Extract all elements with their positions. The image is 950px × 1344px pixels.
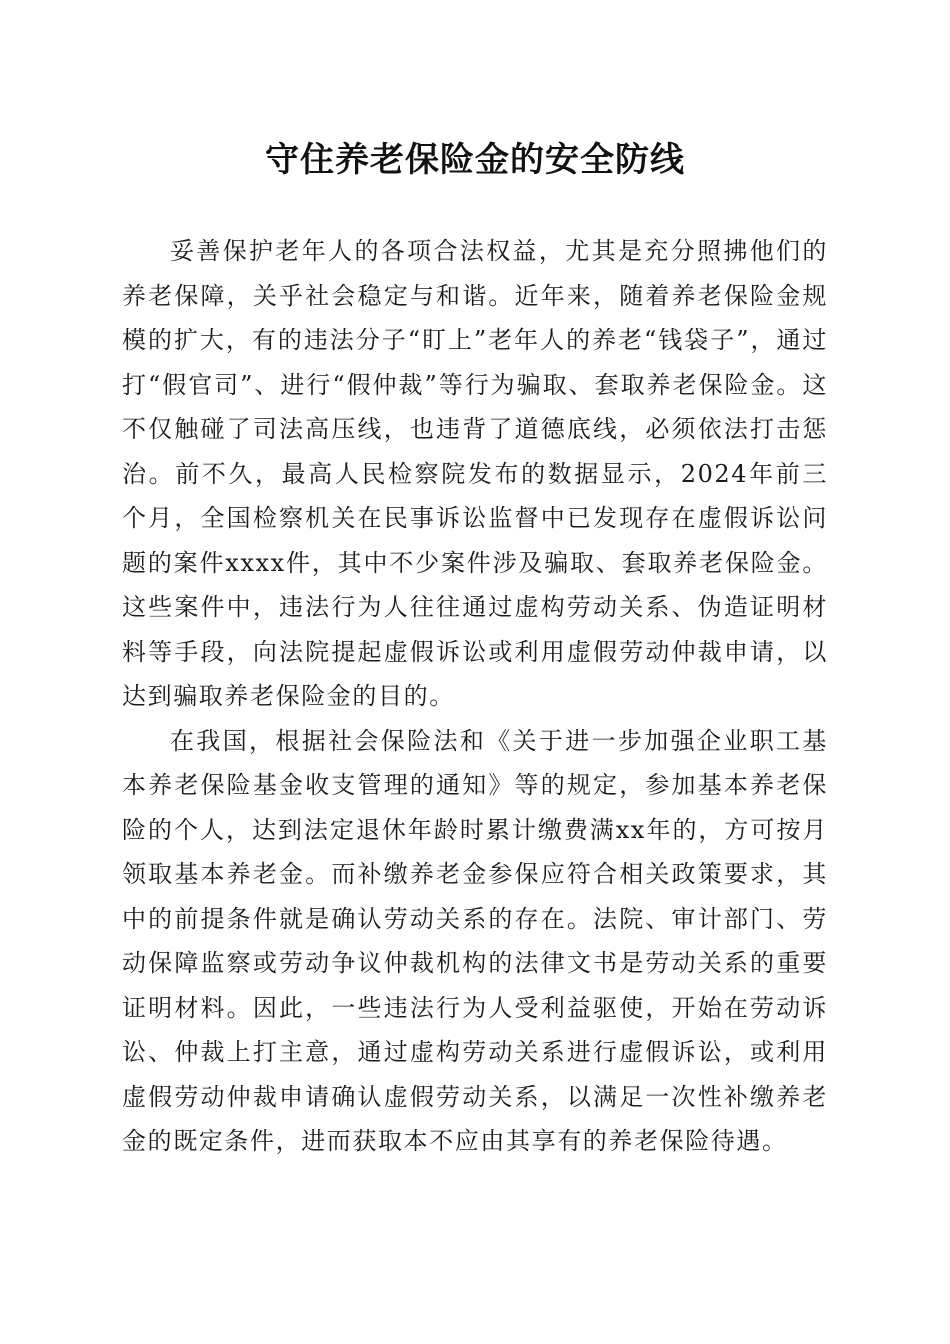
paragraph: 在我国，根据社会保险法和《关于进一步加强企业职工基本养老保险基金收支管理的通知》等的规定，参加基本养老保险的个人，达到法定退休年龄时累计缴费满xx年的，方可按月领取基本养老金。而补缴养老金参保应符合相关政策要求，其中的前提条件就是确认劳动关系的存在。法院、审计部门、劳动保障监察或劳动争议仲裁机构的法律文书是劳动关系的重要证明材料。因此，一些违法行为人受利益驱使，开始在劳动诉讼、仲裁上打主意，通过虚构劳动关系进行虚假诉讼，或利用虚假劳动仲裁申请确认虚假劳动关系，以满足一次性补缴养老金的既定条件，进而获取本不应由其享有的养老保险待遇。 [122,726,828,1155]
document-title: 守住养老保险金的安全防线 [265,140,685,180]
paragraph: 妥善保护老年人的各项合法权益，尤其是充分照拂他们的养老保障，关乎社会稳定与和谐。近年来，随着养老保险金规模的扩大，有的违法分子“盯上”老年人的养老“钱袋子”，通过打“假官司”、进行“假仲裁”等行为骗取、套取养老保险金。这不仅触碰了司法高压线，也违背了道德底线，必须依法打击惩治。前不久，最高人民检察院发布的数据显示，2024年前三个月，全国检察机关在民事诉讼监督中已发现存在虚假诉讼问题的案件xxxx件，其中不少案件涉及骗取、套取养老保险金。这些案件中，违法行为人往往通过虚构劳动关系、伪造证明材料等手段，向法院提起虚假诉讼或利用虚假劳动仲裁申请，以达到骗取养老保险金的目的。 [122,237,828,710]
document-body [122,229,828,1164]
